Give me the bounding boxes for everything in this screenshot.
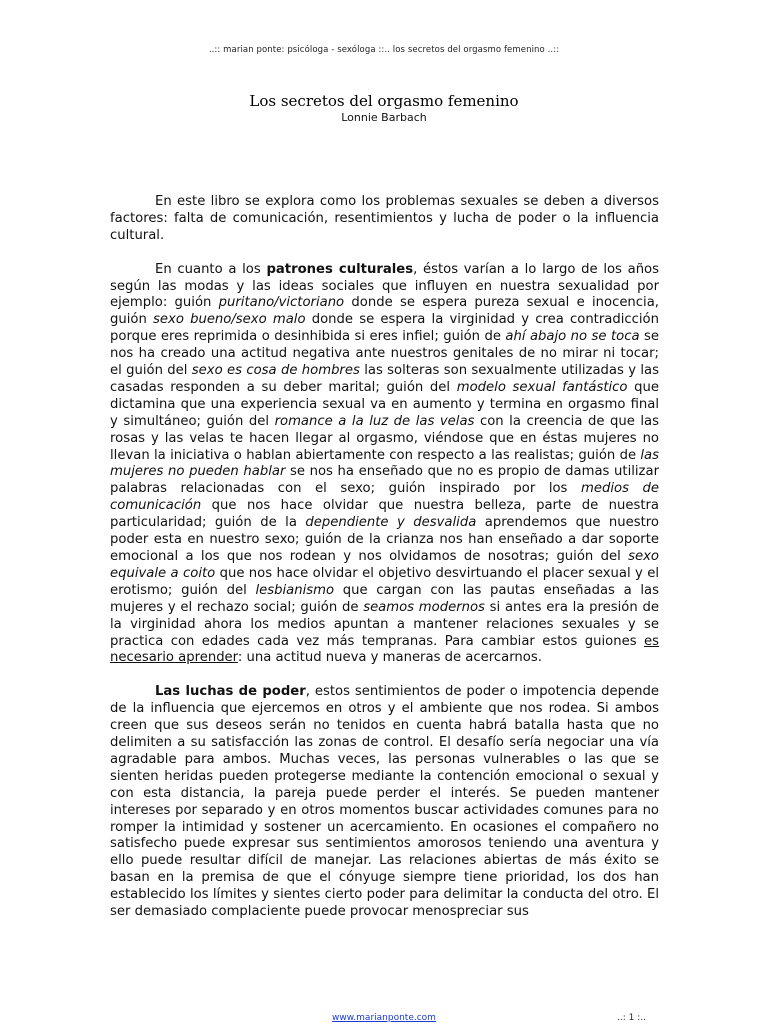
text-run: las solteras son sexualmente utilizadas y las casadas responden a su deber marital; guión del: [110, 363, 659, 395]
bold-term: patrones culturales: [266, 261, 414, 277]
footer-website: [0, 1013, 768, 1023]
text-run: donde se espera la virginidad y crea contradicción porque eres reprimida o desinhibida si eres infiel; guión de: [110, 312, 659, 345]
text-run: que nos hace olvidar que nuestra belleza, parte de nuestra particularidad; guión de la: [110, 498, 659, 531]
text-run: donde se espera pureza sexual e inocencia, guión: [110, 295, 659, 328]
text-run: se nos ha enseñado que no es propio de damas utilizar palabras relacionadas con el sexo; guión inspirado por los: [110, 464, 659, 497]
document-body: [110, 194, 659, 938]
text-run: : una actitud nueva y maneras de acercarnos.: [237, 650, 542, 666]
text-run: aprendemos que nuestro poder esta en nuestro sexo; guión de la crianza nos han enseñado a dar soporte emocional a los que nos rodean y nos olvidamos de nosotras; guión del: [110, 515, 659, 565]
italic-term: lesbianismo: [255, 582, 335, 598]
paragraph: [110, 194, 659, 245]
italic-term: sexo es cosa de hombres: [191, 363, 360, 379]
text-run: con la creencia de que las rosas y las velas te hacen llegar al orgasmo, viéndose que en éstas mujeres no llevan la iniciativa o hablan abiertamente con respecto a las realistas; guión de: [110, 413, 659, 463]
text-run: En este libro se explora como los problemas sexuales se deben a diversos factores: falta de comunicación, resentimientos y lucha de poder o la influencia cultural.: [110, 194, 659, 243]
paragraph: [110, 262, 659, 668]
italic-term: las mujeres no pueden hablar: [110, 447, 659, 480]
italic-term: sexo equivale a coito: [110, 549, 659, 581]
italic-term: seamos modernos: [363, 599, 485, 615]
italic-term: dependiente y desvalida: [305, 515, 477, 531]
text-run: , éstos varían a lo largo de los años según las modas y las ideas sociales que influyen en nuestra sexualidad por ejemplo: guión: [110, 261, 659, 311]
text-run: que dictamina que una experiencia sexual va en aumento y termina en orgasmo final y simultáneo; guión del: [110, 379, 659, 429]
italic-term: puritano/victoriano: [218, 295, 345, 311]
italic-term: romance a la luz de las velas: [274, 413, 475, 429]
italic-term: sexo bueno/sexo malo: [153, 312, 306, 328]
text-run: que cargan con las pautas enseñadas a las mujeres y el rechazo social; guión de: [110, 582, 659, 615]
underlined-term: es necesario aprender: [110, 633, 659, 666]
website-link[interactable]: www.marianponte.com: [332, 1013, 436, 1023]
italic-term: modelo sexual fantástico: [456, 379, 628, 395]
text-run: si antes era la presión de la virginidad ahora los medios apuntan a mantener relaciones sexuales y se practica con edades cada vez más tempranas. Para cambiar estos guiones: [110, 599, 659, 649]
page-number: ..: 1 :..: [617, 1013, 646, 1023]
italic-term: ahí abajo no se toca: [505, 329, 640, 345]
bold-term: Las luchas de poder: [155, 684, 306, 700]
document-author: Lonnie Barbach: [341, 111, 427, 124]
document-title: Los secretos del orgasmo femenino: [249, 92, 519, 110]
running-header: ..:: marian ponte: psicóloga - sexóloga ::.. los secretos del orgasmo femenino ..::: [208, 45, 560, 55]
text-run: se nos ha creado una actitud negativa ante nuestros genitales de no mirar ni tocar; el guión del: [110, 329, 659, 379]
text-run: En cuanto a los: [155, 261, 267, 277]
paragraph: [110, 684, 659, 921]
italic-term: medios de comunicación: [110, 481, 659, 514]
text-run: que nos hace olvidar el objetivo desvirtuando el placer sexual y el erotismo; guión del: [110, 565, 659, 598]
text-run: , estos sentimientos de poder o impotencia depende de la influencia que ejercemos en otros y el ambiente que nos rodea. Si ambos creen que sus deseos serán no tenidos en cuenta habrá batalla hasta que no delimiten a su satisfacción las zonas de control. El desafío sería negociar una vía agradable para ambos. Muchas veces, las personas vulnerables o las que se sienten heridas pueden protegerse mediante la contención emocional o sexual y con esta distancia, la pareja puede perder el interés. Se pueden mantener intereses por separado y en otros momentos buscar actividades comunes para no romper la intimidad y sostener un acercamiento. En ocasiones el compañero no satisfecho puede expresar sus sentimientos amorosos teniendo una aventura y ello puede resultar difícil de manejar. Las relaciones abiertas de más éxito se basan en la premisa de que el cónyuge siempre tiene prioridad, los dos han establecido los límites y sientes cierto poder para delimitar la conducta del otro. El ser demasiado complaciente puede provocar menospreciar sus: [110, 684, 659, 920]
